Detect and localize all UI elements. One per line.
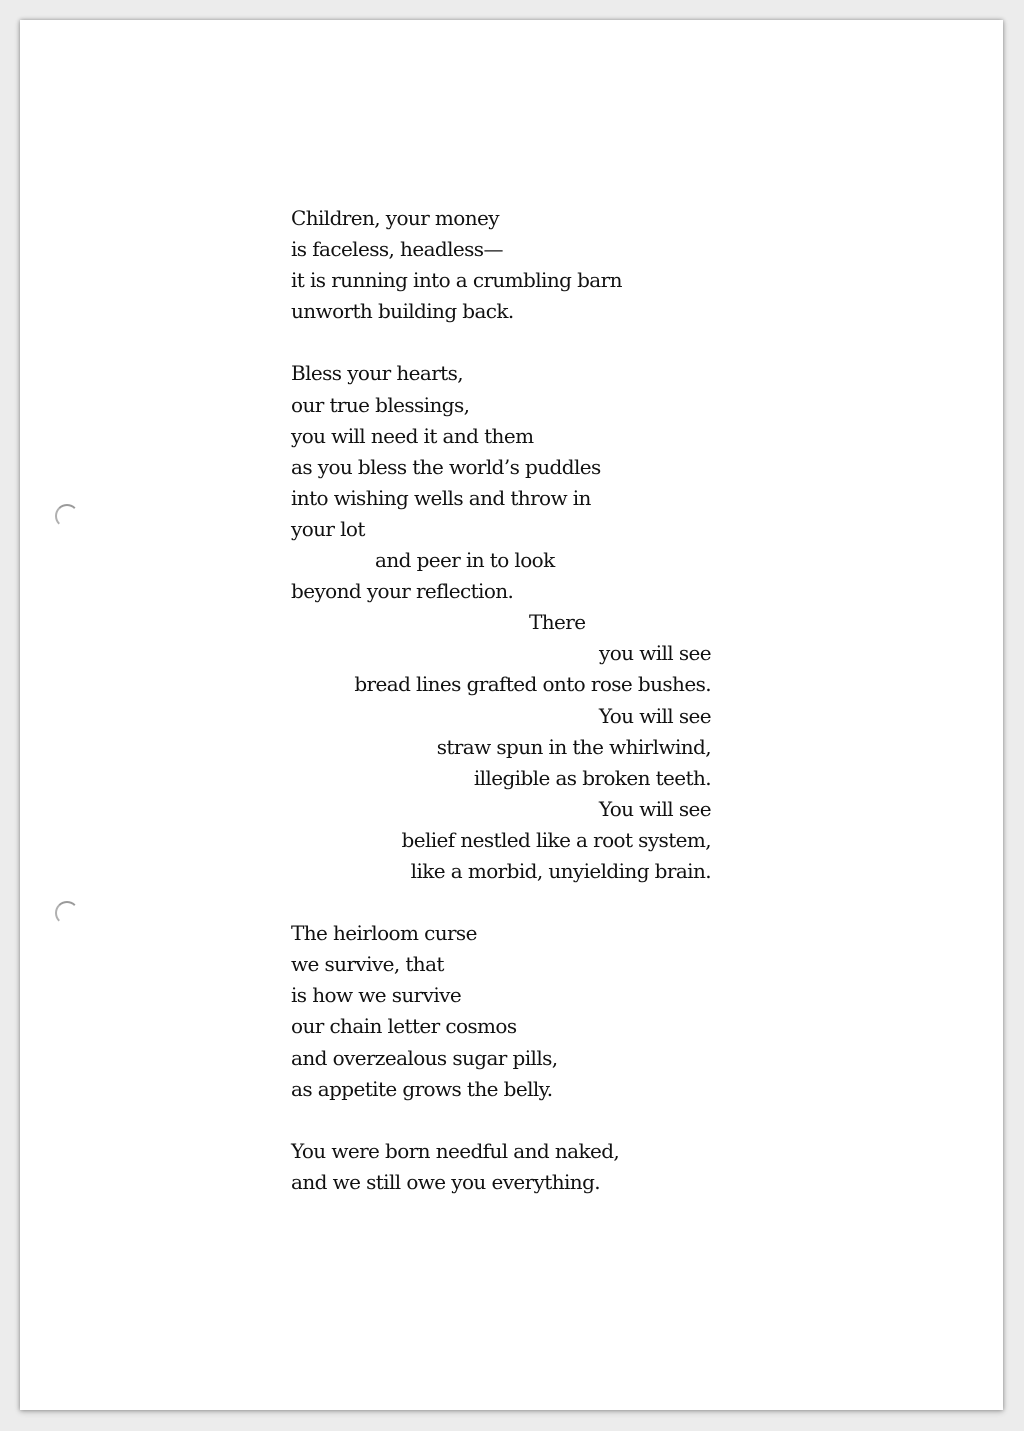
poem-line: You will see — [598, 703, 711, 728]
poem-line: unworth building back. — [291, 299, 514, 324]
poem-line: There — [529, 610, 586, 635]
poem-line: you will see — [599, 641, 711, 666]
poem-line: is faceless, headless— — [291, 237, 503, 262]
poem-text — [291, 203, 711, 1198]
poem-line: your lot — [291, 516, 365, 541]
poem-line: and overzealous sugar pills, — [291, 1045, 558, 1070]
poem-line: Bless your hearts, — [291, 361, 464, 386]
poem-line: You will see — [598, 796, 711, 821]
poem-line: bread lines grafted onto rose bushes. — [354, 672, 711, 697]
poem-line: as you bless the world’s puddles — [291, 454, 601, 479]
poem-line: belief nestled like a root system, — [401, 827, 711, 852]
poem-line: it is running into a crumbling barn — [291, 268, 622, 293]
poem-line: and we still owe you everything. — [291, 1169, 601, 1194]
stanza-break — [291, 327, 711, 358]
poem-line: we survive, that — [291, 952, 444, 977]
poem-line: as appetite grows the belly. — [291, 1076, 553, 1101]
stanza-break — [291, 1105, 711, 1136]
document-page — [20, 20, 1003, 1410]
poem-line: You were born needful and naked, — [291, 1138, 620, 1163]
stanza-break — [291, 887, 711, 918]
poem-line: is how we survive — [291, 983, 462, 1008]
poem-line: and peer in to look — [375, 548, 555, 573]
poem-line: our chain letter cosmos — [291, 1014, 517, 1039]
poem-line: you will need it and them — [291, 423, 534, 448]
poem-line: our true blessings, — [291, 392, 470, 417]
poem-line: like a morbid, unyielding brain. — [410, 858, 711, 883]
poem-line: into wishing wells and throw in — [291, 485, 591, 510]
poem-line: illegible as broken teeth. — [473, 765, 711, 790]
punch-hole-icon — [55, 504, 79, 528]
punch-hole-icon — [55, 901, 79, 925]
poem-line: beyond your reflection. — [291, 579, 514, 604]
poem-line: The heirloom curse — [291, 921, 477, 946]
poem-line: straw spun in the whirlwind, — [436, 734, 711, 759]
poem-line: Children, your money — [291, 206, 499, 230]
